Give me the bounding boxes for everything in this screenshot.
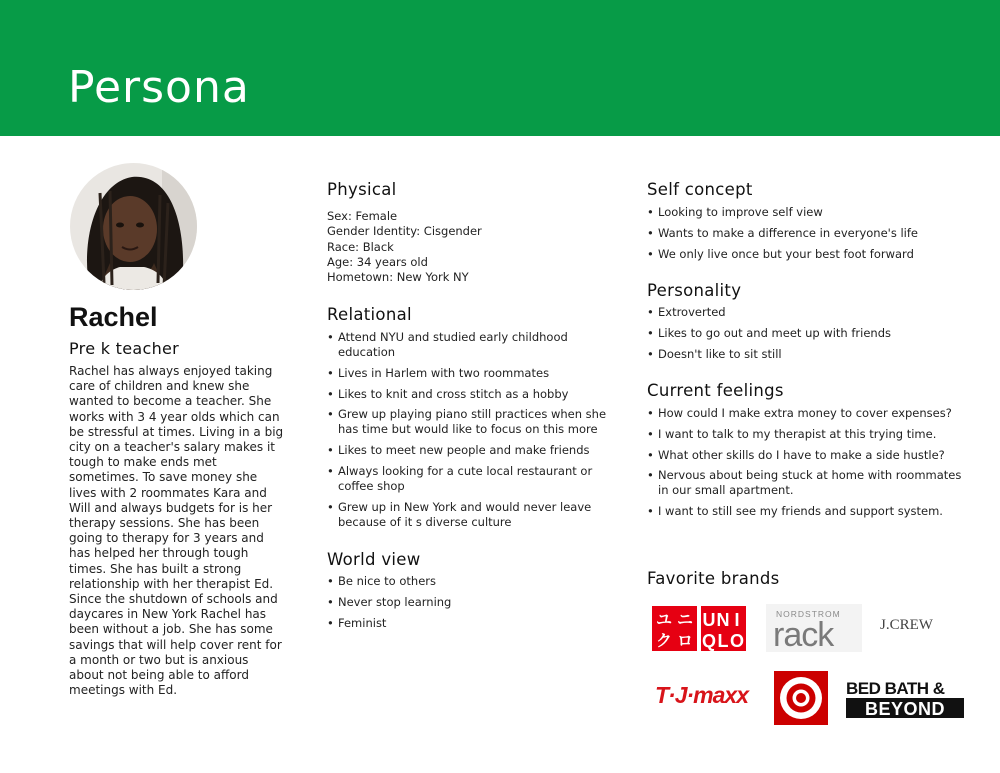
uniqlo-logo	[652, 606, 746, 651]
self-concept-title: Self concept	[647, 180, 753, 199]
list-item: • How could I make extra money to cover expenses?	[647, 406, 967, 421]
uniqlo-letter: Q	[701, 631, 717, 651]
bbb-bottom-text: BEYOND	[864, 699, 946, 719]
nordstrom-text: NORDSTROM	[776, 609, 841, 619]
uniqlo-kana: ニ	[676, 610, 694, 629]
list-item: • Looking to improve self view	[647, 205, 967, 220]
persona-bio: Rachel has always enjoyed taking care of children and knew she wanted to become a teacher. She works with 3 4 year olds which can be stressful at times. Living in a big city on a teacher's salary makes it tough to make ends met sometimes. To save money she lives with 2 roommates Kara and Will and always budgets for is her therapy sessions. She has been going to therapy for 3 years and has helped her through tough times. She has built a strong relationship with her therapist Ed. Since the shutdown of schools and daycares in New York Rachel has been without a job. She has some savings that will help cover rent for a month or two but is anxious about not being able to afford meetings with Ed.	[69, 364, 284, 698]
personality-list	[647, 305, 967, 367]
uniqlo-kana: ユ	[655, 610, 673, 629]
list-item: • Grew up in New York and would never leave because of it s diverse culture	[327, 500, 627, 530]
list-item: • I want to still see my friends and support system.	[647, 504, 967, 519]
self-concept-list	[647, 205, 967, 267]
favorite-brands-title: Favorite brands	[647, 569, 780, 588]
list-item: • Doesn't like to sit still	[647, 347, 967, 362]
rack-text: rack	[773, 616, 834, 652]
uniqlo-letter: U	[702, 610, 716, 630]
relational-list	[327, 330, 627, 536]
current-feelings-title: Current feelings	[647, 381, 784, 400]
physical-details	[327, 209, 627, 285]
persona-role: Pre k teacher	[69, 339, 180, 358]
world-view-title: World view	[327, 550, 421, 569]
physical-title: Physical	[327, 180, 397, 199]
list-item: • Likes to go out and meet up with friends	[647, 326, 967, 341]
list-item: • Never stop learning	[327, 595, 627, 610]
list-item: • Likes to knit and cross stitch as a hobby	[327, 387, 627, 402]
tjmaxx-logo	[654, 677, 760, 713]
physical-line: Race: Black	[327, 239, 394, 254]
personality-title: Personality	[647, 281, 742, 300]
uniqlo-kana: ク	[655, 631, 673, 650]
list-item: • I want to talk to my therapist at this trying time.	[647, 427, 967, 442]
list-item: • Wants to make a difference in everyone's life	[647, 226, 967, 241]
uniqlo-letter: I	[734, 610, 740, 630]
jcrew-text: J.CREW	[880, 617, 933, 633]
bed-bath-beyond-logo	[844, 676, 969, 720]
list-item: • Nervous about being stuck at home with roommates in our small apartment.	[647, 468, 967, 498]
physical-line: Hometown: New York NY	[327, 270, 469, 285]
list-item: • Attend NYU and studied early childhood education	[327, 330, 627, 360]
physical-line: Sex: Female	[327, 209, 398, 223]
list-item: • What other skills do I have to make a side hustle?	[647, 448, 967, 463]
uniqlo-letter: O	[729, 631, 745, 651]
page-title: Persona	[68, 62, 250, 113]
list-item: • Always looking for a cute local restaurant or coffee shop	[327, 464, 627, 494]
profile-photo	[70, 163, 197, 290]
uniqlo-letter: N	[716, 610, 730, 630]
jcrew-logo	[878, 612, 940, 636]
target-logo	[774, 671, 828, 725]
persona-name: Rachel	[69, 302, 158, 332]
bbb-top-text: BED BATH &	[846, 679, 945, 698]
avatar	[70, 163, 197, 290]
current-feelings-list	[647, 406, 967, 525]
uniqlo-kana: ロ	[676, 631, 694, 650]
list-item: • Extroverted	[647, 305, 967, 320]
list-item: • We only live once but your best foot forward	[647, 247, 967, 262]
list-item: • Lives in Harlem with two roommates	[327, 366, 627, 381]
physical-line: Age: 34 years old	[327, 254, 428, 269]
list-item: • Likes to meet new people and make friends	[327, 443, 627, 458]
list-item: • Feminist	[327, 616, 627, 631]
world-view-list	[327, 574, 627, 636]
uniqlo-letter: L	[717, 631, 729, 651]
relational-title: Relational	[327, 305, 412, 324]
tjmaxx-text: T·J·maxx	[655, 682, 748, 708]
list-item: • Be nice to others	[327, 574, 627, 589]
physical-line: Gender Identity: Cisgender	[327, 224, 482, 239]
list-item: • Grew up playing piano still practices when she has time but would like to focus on this more	[327, 407, 627, 437]
nordstrom-rack-logo	[766, 604, 862, 652]
header-banner	[0, 0, 1000, 136]
